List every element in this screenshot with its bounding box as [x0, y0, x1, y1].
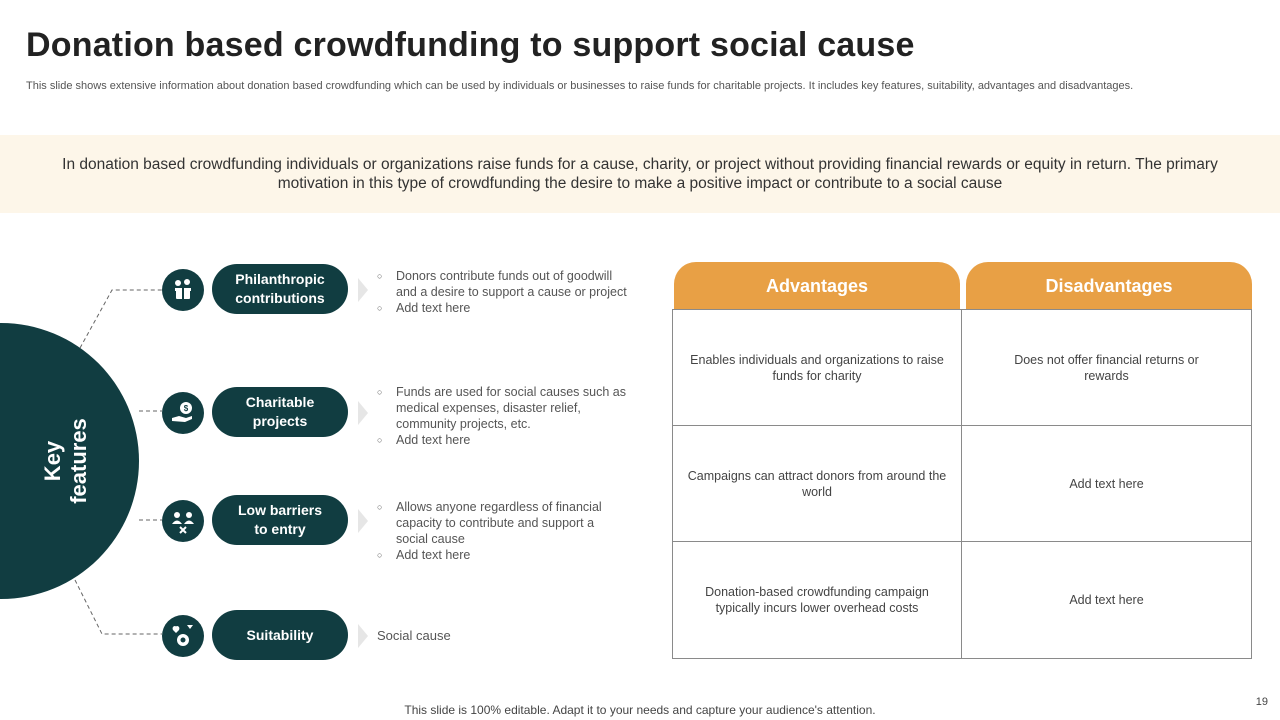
cell-text: Enables individuals and organizations to raise funds for charity: [690, 352, 944, 383]
pill-label: Low barriers: [237, 502, 323, 518]
disadvantages-header: Disadvantages: [966, 262, 1252, 310]
charity-hand-icon: [162, 392, 204, 434]
disadvantage-cell: [962, 426, 1252, 542]
feature-bullets: [377, 268, 627, 316]
pill-label: Charitable: [245, 394, 315, 410]
feature-low-barriers: [162, 495, 642, 562]
pill-philanthropic: [212, 264, 348, 314]
disadvantage-cell: [962, 542, 1252, 659]
comparison-table: [672, 309, 1252, 659]
cell-text: Add text here: [1069, 476, 1144, 491]
feature-charitable: [162, 385, 642, 447]
pill-label: Suitability: [246, 626, 314, 643]
bullet-item: ○ Allows anyone regardless of financial capacity to contribute and support a social cause: [377, 499, 617, 547]
chevron-right-icon: [358, 624, 368, 648]
connector-line: [75, 580, 162, 634]
cell-text: Donation-based crowdfunding campaign typically incurs lower overhead costs: [705, 585, 929, 615]
advantage-cell: [672, 309, 962, 426]
chevron-right-icon: [358, 509, 368, 533]
bullet-item: ○ Add text here: [377, 432, 635, 448]
bullet-item: ○ Add text here: [377, 547, 617, 563]
disadvantage-cell: [962, 309, 1252, 426]
advantage-cell: [672, 426, 962, 542]
people-group-icon: [162, 500, 204, 542]
donation-hand-icon: [162, 269, 204, 311]
page-number: 19: [1255, 696, 1268, 708]
pill-label: to entry: [254, 521, 306, 537]
suitability-text: Social cause: [377, 628, 451, 643]
feature-bullets: [377, 499, 617, 563]
slide-title: Donation based crowdfunding to support social cause: [26, 26, 915, 64]
pill-suitability: [212, 610, 348, 660]
pill-label: projects: [252, 413, 308, 429]
key-features-label: [40, 418, 92, 504]
advantages-header: Advantages: [674, 262, 960, 310]
slide-subtitle: This slide shows extensive information about donation based crowdfunding which can be used by individuals or businesses to raise funds for charitable projects. It includes key features, suitability, advantages and disadvantages.: [26, 80, 1134, 92]
pill-low-barriers: [212, 495, 348, 545]
key-label-line: features: [66, 418, 91, 504]
connector-line: [80, 290, 162, 348]
pill-label: Philanthropic: [235, 271, 325, 287]
bullet-item: ○ Donors contribute funds out of goodwill and a desire to support a cause or project: [377, 268, 627, 300]
feature-philanthropic: [162, 264, 642, 316]
intro-text: In donation based crowdfunding individuals or organizations raise funds for a cause, charity, or project without providing financial rewards or equity in return. The primary motivation in this type of crowdfunding the desire to make a positive impact or contribute to a social cause: [62, 156, 1218, 192]
cell-text: Does not offer financial returns or rewards: [1014, 352, 1199, 383]
key-label-line: Key: [40, 440, 65, 482]
bullet-item: ○ Funds are used for social causes such as medical expenses, disaster relief, community projects, etc.: [377, 384, 635, 432]
cell-text: Add text here: [1069, 593, 1144, 607]
bullet-item: ○ Add text here: [377, 300, 627, 316]
feature-suitability: [162, 610, 642, 662]
cell-text: Campaigns can attract donors from around the world: [687, 468, 947, 499]
pill-charitable: [212, 387, 348, 437]
pill-label: contributions: [235, 290, 325, 306]
svg-text:$: $: [183, 404, 189, 413]
advantage-cell: [672, 542, 962, 659]
chevron-right-icon: [358, 278, 368, 302]
footer-note: This slide is 100% editable. Adapt it to your needs and capture your audience's attention.: [404, 703, 876, 717]
feature-bullets: [377, 384, 635, 448]
heart-gear-icon: [162, 615, 204, 657]
chevron-right-icon: [358, 401, 368, 425]
